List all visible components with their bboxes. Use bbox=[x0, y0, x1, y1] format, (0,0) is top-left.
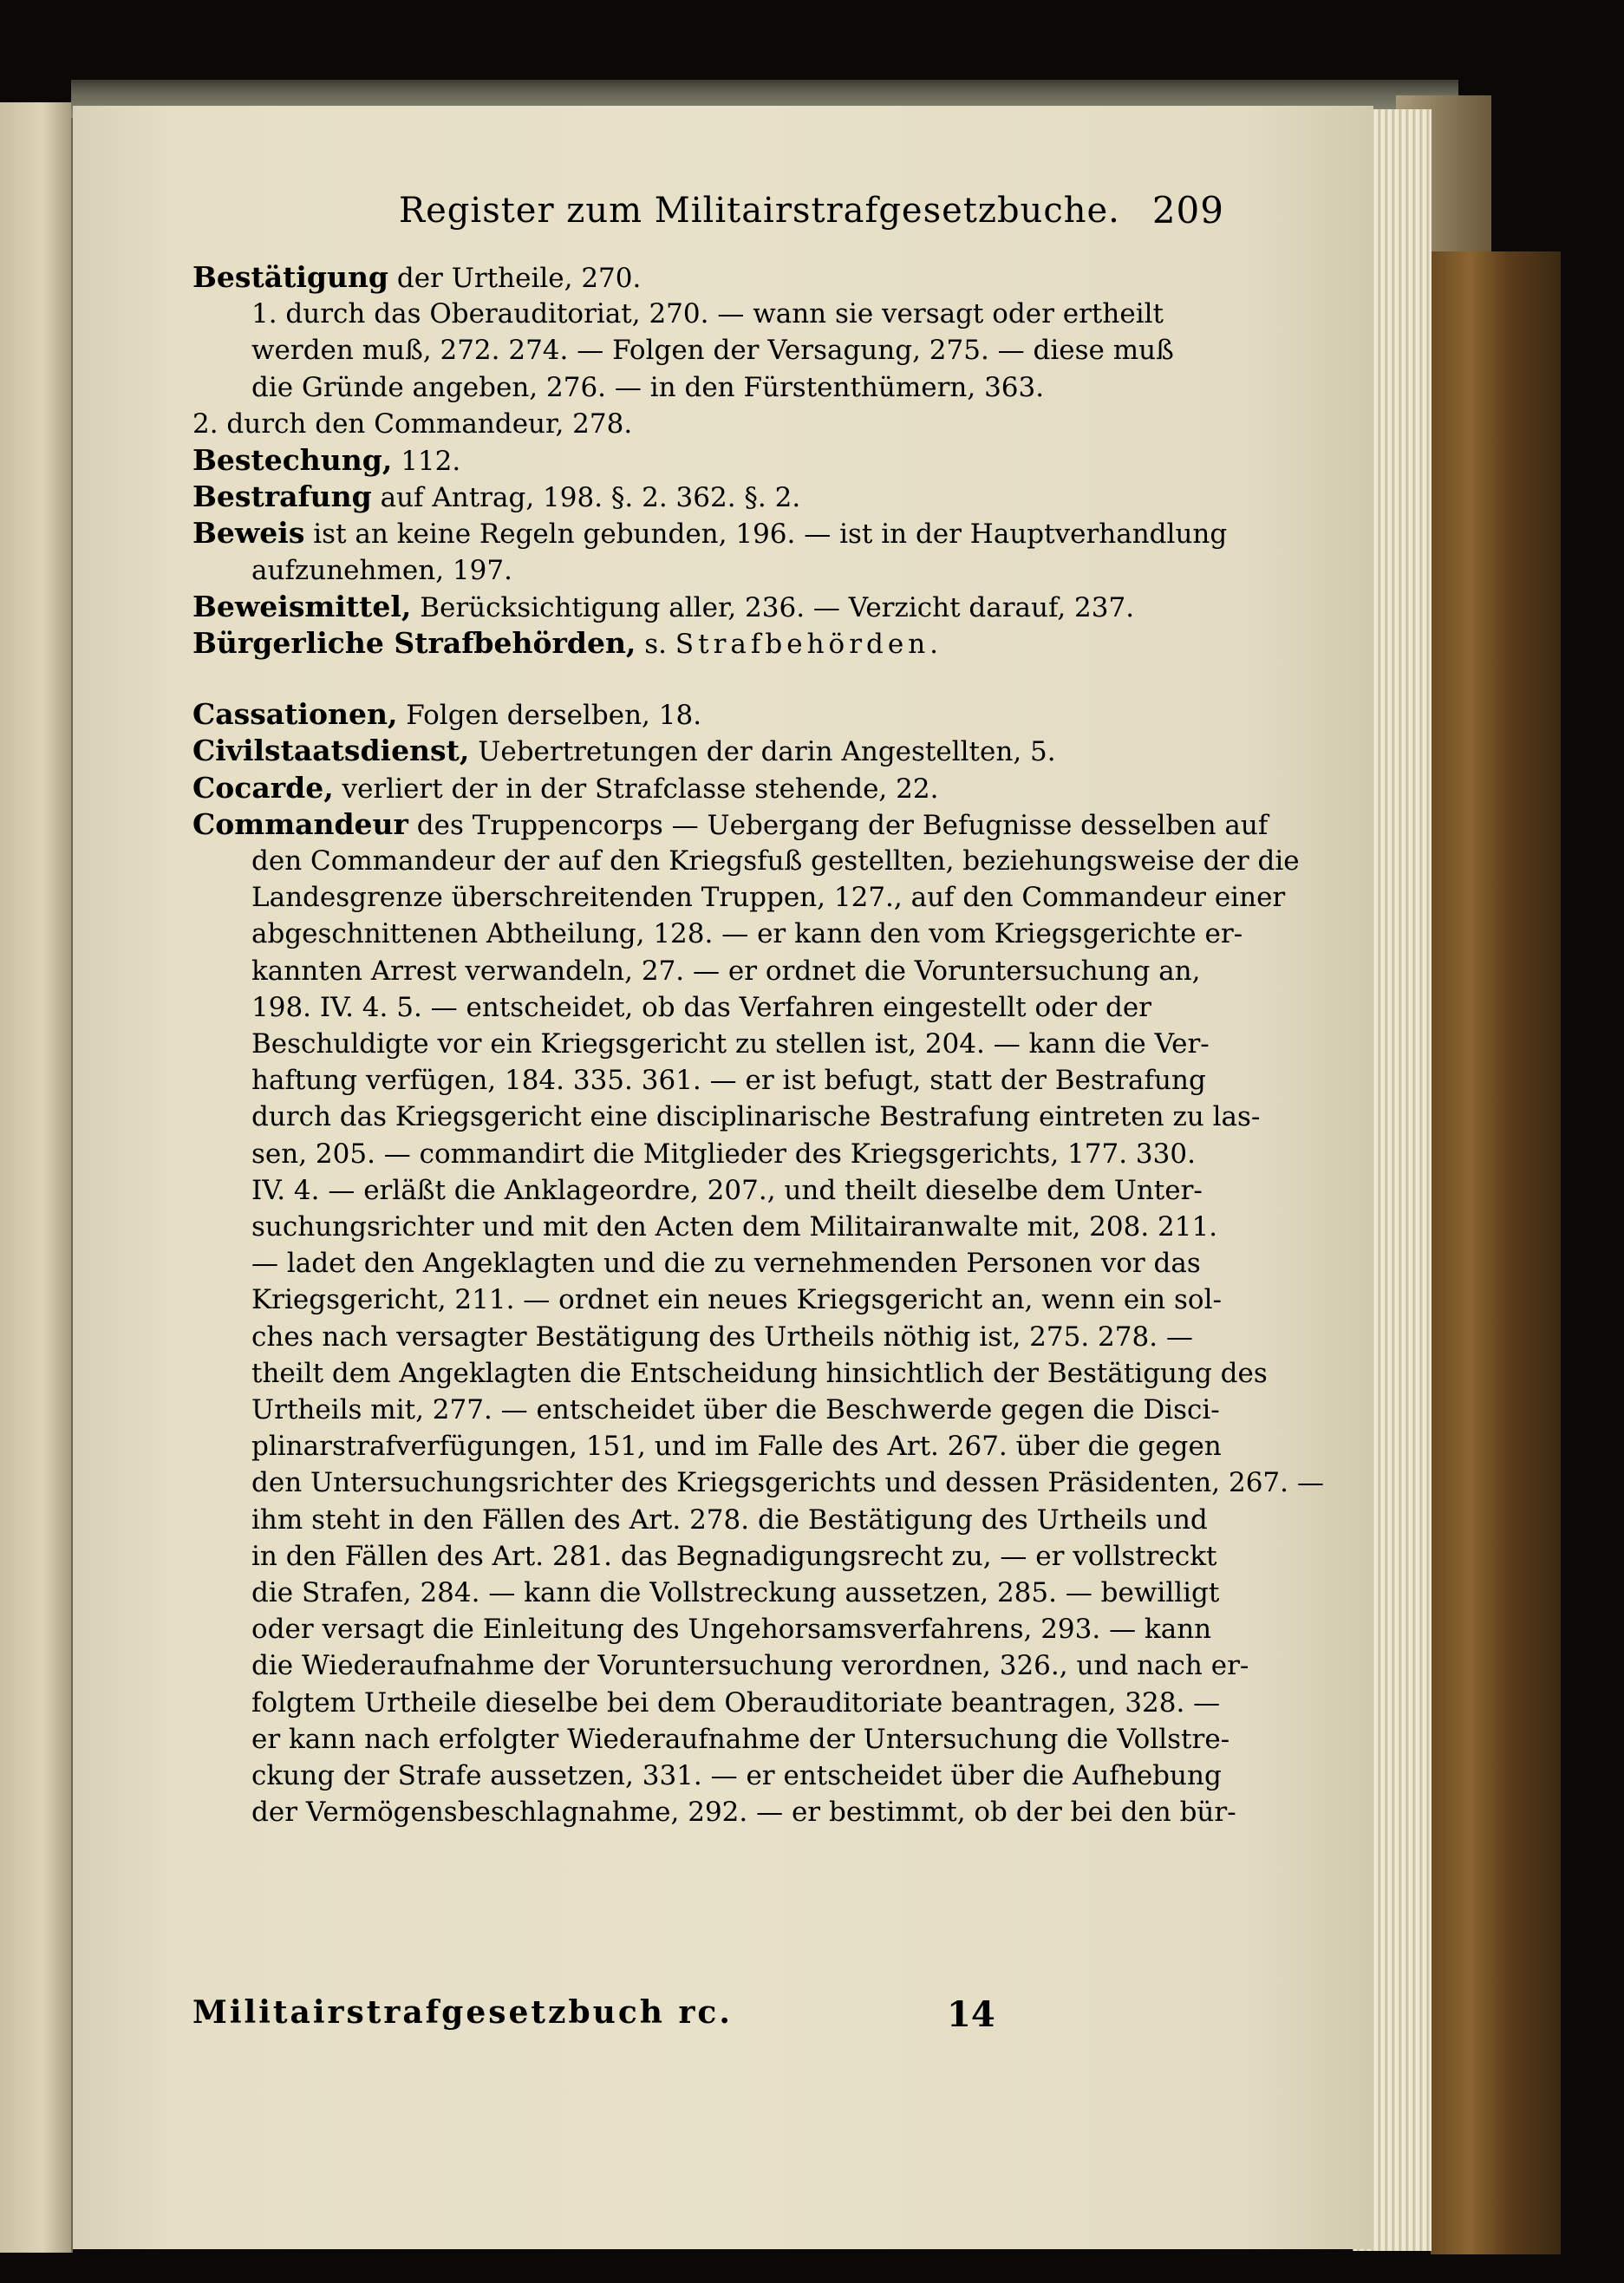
index-keyword: Bestätigung bbox=[192, 260, 389, 294]
index-text: durch das Kriegsgericht eine disciplinarische Bestrafung eintreten zu las- bbox=[251, 1101, 1261, 1133]
index-keyword: Commandeur bbox=[192, 806, 408, 841]
index-line bbox=[251, 1137, 1196, 1171]
index-keyword: Bestechung, bbox=[192, 443, 393, 477]
book-cover-edge bbox=[1431, 251, 1561, 2254]
index-text: — ladet den Angeklagten und die zu vernehmenden Personen vor das bbox=[251, 1248, 1201, 1280]
index-line bbox=[192, 590, 1134, 625]
index-text: IV. 4. — erläßt die Anklageordre, 207., und theilt dieselbe dem Unter- bbox=[251, 1174, 1203, 1206]
index-keyword: Beweis bbox=[192, 516, 305, 551]
index-line bbox=[251, 297, 1164, 331]
index-text: die Strafen, 284. — kann die Vollstreckung aussetzen, 285. — bewilligt bbox=[251, 1577, 1220, 1608]
index-line bbox=[192, 807, 1268, 843]
index-text: ist an keine Regeln gebunden, 196. — ist in der Hauptverhandlung bbox=[304, 519, 1228, 551]
index-text: des Truppencorps — Uebergang der Befugnisse desselben auf bbox=[408, 809, 1269, 841]
footer-sheet-number: 14 bbox=[947, 1994, 995, 2035]
index-text: der Urtheile, 270. bbox=[388, 263, 642, 294]
index-line bbox=[251, 1465, 1324, 1500]
index-text: werden muß, 272. 274. — Folgen der Versagung, 275. — diese muß bbox=[251, 335, 1174, 367]
index-line bbox=[251, 1575, 1219, 1610]
index-text: ihm steht in den Fällen des Art. 278. die Bestätigung des Urtheils und bbox=[251, 1504, 1208, 1536]
index-line bbox=[251, 1356, 1268, 1391]
index-text: abgeschnittenen Abtheilung, 128. — er kann den vom Kriegsgerichte er- bbox=[251, 918, 1243, 950]
index-text: suchungsrichter und mit den Acten dem Militairanwalte mit, 208. 211. bbox=[251, 1211, 1218, 1243]
index-line bbox=[251, 1539, 1216, 1574]
index-text: den Commandeur der auf den Kriegsfuß gestellten, beziehungsweise der die bbox=[251, 845, 1300, 877]
running-header bbox=[305, 186, 1224, 238]
index-text: 112. bbox=[392, 446, 461, 477]
index-text: Landesgrenze überschreitenden Truppen, 127., auf den Commandeur einer bbox=[251, 882, 1286, 914]
index-text: sen, 205. — commandirt die Mitglieder des Kriegsgerichts, 177. 330. bbox=[251, 1138, 1196, 1170]
index-line bbox=[251, 1795, 1236, 1830]
index-keyword: Beweismittel, bbox=[192, 589, 412, 623]
index-text: oder versagt die Einleitung des Ungehorsamsverfahrens, 293. — kann bbox=[251, 1614, 1212, 1646]
index-line bbox=[251, 1210, 1217, 1244]
index-text: auf Antrag, 198. §. 2. 362. §. 2. bbox=[371, 482, 801, 514]
index-text: den Untersuchungsrichter des Kriegsgerichts und dessen Präsidenten, 267. — bbox=[251, 1467, 1324, 1499]
index-line bbox=[192, 516, 1227, 551]
index-line bbox=[251, 1393, 1220, 1427]
index-text: theilt dem Angeklagten die Entscheidung hinsichtlich der Bestätigung des bbox=[251, 1357, 1268, 1389]
index-line bbox=[251, 990, 1151, 1025]
index-text: Uebertretungen der darin Angestellten, 5. bbox=[469, 736, 1056, 768]
index-line bbox=[192, 260, 641, 296]
index-line bbox=[192, 479, 800, 515]
index-text: Berücksichtigung aller, 236. — Verzicht darauf, 237. bbox=[411, 591, 1135, 623]
index-keyword: Civilstaatsdienst, bbox=[192, 734, 470, 768]
index-keyword: Bürgerliche Strafbehörden, bbox=[192, 626, 636, 660]
index-line bbox=[251, 553, 512, 588]
index-text: s. bbox=[636, 629, 675, 660]
index-line bbox=[251, 370, 1044, 405]
index-line bbox=[192, 771, 938, 806]
index-line bbox=[251, 1648, 1249, 1683]
header-title: Register zum Militairstrafgesetzbuche. bbox=[399, 191, 1120, 231]
index-line bbox=[251, 1063, 1206, 1098]
index-line bbox=[251, 333, 1174, 368]
index-line bbox=[251, 1612, 1211, 1647]
index-text: 2. durch den Commandeur, 278. bbox=[192, 408, 633, 440]
index-line bbox=[192, 443, 460, 479]
index-keyword: Cassationen, bbox=[192, 697, 398, 732]
index-text: plinarstrafverfügungen, 151, und im Falle des Art. 267. über die gegen bbox=[251, 1431, 1222, 1463]
index-line bbox=[251, 1173, 1203, 1208]
index-line bbox=[251, 1282, 1222, 1317]
index-line bbox=[251, 844, 1300, 878]
index-text: der Vermögensbeschlagnahme, 292. — er bestimmt, ob der bei den bür- bbox=[251, 1797, 1236, 1829]
index-line bbox=[192, 734, 1056, 769]
index-line bbox=[251, 1320, 1193, 1354]
index-line bbox=[251, 1758, 1222, 1793]
index-text: in den Fällen des Art. 281. das Begnadigungsrecht zu, — er vollstreckt bbox=[251, 1540, 1217, 1572]
index-text: haftung verfügen, 184. 335. 361. — er ist befugt, statt der Bestrafung bbox=[251, 1065, 1206, 1097]
index-text: 198. IV. 4. 5. — entscheidet, ob das Verfahren eingestellt oder der bbox=[251, 991, 1152, 1023]
index-text: 1. durch das Oberauditoriat, 270. — wann sie versagt oder ertheilt bbox=[251, 298, 1164, 330]
index-line bbox=[251, 1686, 1220, 1720]
index-text: ches nach versagter Bestätigung des Urtheils nöthig ist, 275. 278. — bbox=[251, 1321, 1193, 1353]
index-text: Urtheils mit, 277. — entscheidet über die Beschwerde gegen die Disci- bbox=[251, 1394, 1220, 1425]
index-text: Beschuldigte vor ein Kriegsgericht zu stellen ist, 204. — kann die Ver- bbox=[251, 1028, 1210, 1060]
footer-signature: Militairstrafgesetzbuch rc. bbox=[192, 1994, 733, 2031]
index-text: ckung der Strafe aussetzen, 331. — er entscheidet über die Aufhebung bbox=[251, 1760, 1222, 1791]
index-text: folgtem Urtheile dieselbe bei dem Oberauditoriate beantragen, 328. — bbox=[251, 1686, 1221, 1719]
left-page-edge bbox=[0, 102, 73, 2253]
index-line bbox=[251, 1429, 1222, 1464]
page-number: 209 bbox=[1151, 189, 1224, 232]
index-keyword: Cocarde, bbox=[192, 770, 334, 805]
index-line bbox=[251, 1503, 1208, 1537]
index-text: die Gründe angeben, 276. — in den Fürstenthümern, 363. bbox=[251, 371, 1045, 403]
index-line bbox=[251, 954, 1201, 988]
index-line bbox=[251, 1722, 1229, 1757]
index-text: Folgen derselben, 18. bbox=[397, 700, 702, 732]
index-keyword: Bestrafung bbox=[192, 479, 372, 514]
index-text: kannten Arrest verwandeln, 27. — er ordnet die Voruntersuchung an, bbox=[251, 955, 1201, 987]
index-line bbox=[251, 1099, 1260, 1134]
index-line bbox=[251, 916, 1242, 951]
index-line bbox=[192, 626, 942, 662]
page-footer bbox=[192, 1994, 1138, 2038]
index-line bbox=[192, 697, 701, 733]
index-text: die Wiederaufnahme der Voruntersuchung verordnen, 326., und nach er- bbox=[251, 1650, 1249, 1682]
index-text: Kriegsgericht, 211. — ordnet ein neues Kriegsgericht an, wenn ein sol- bbox=[251, 1284, 1222, 1316]
index-text: verliert der in der Strafclasse stehende, 22. bbox=[333, 773, 939, 805]
index-line bbox=[251, 880, 1285, 915]
index-line bbox=[192, 407, 632, 441]
index-line bbox=[251, 1246, 1201, 1281]
index-text: er kann nach erfolgter Wiederaufnahme der Untersuchung die Vollstre- bbox=[251, 1723, 1230, 1755]
index-text: aufzunehmen, 197. bbox=[251, 554, 512, 586]
cross-reference: Strafbehörden. bbox=[675, 629, 943, 660]
index-line bbox=[251, 1027, 1210, 1061]
